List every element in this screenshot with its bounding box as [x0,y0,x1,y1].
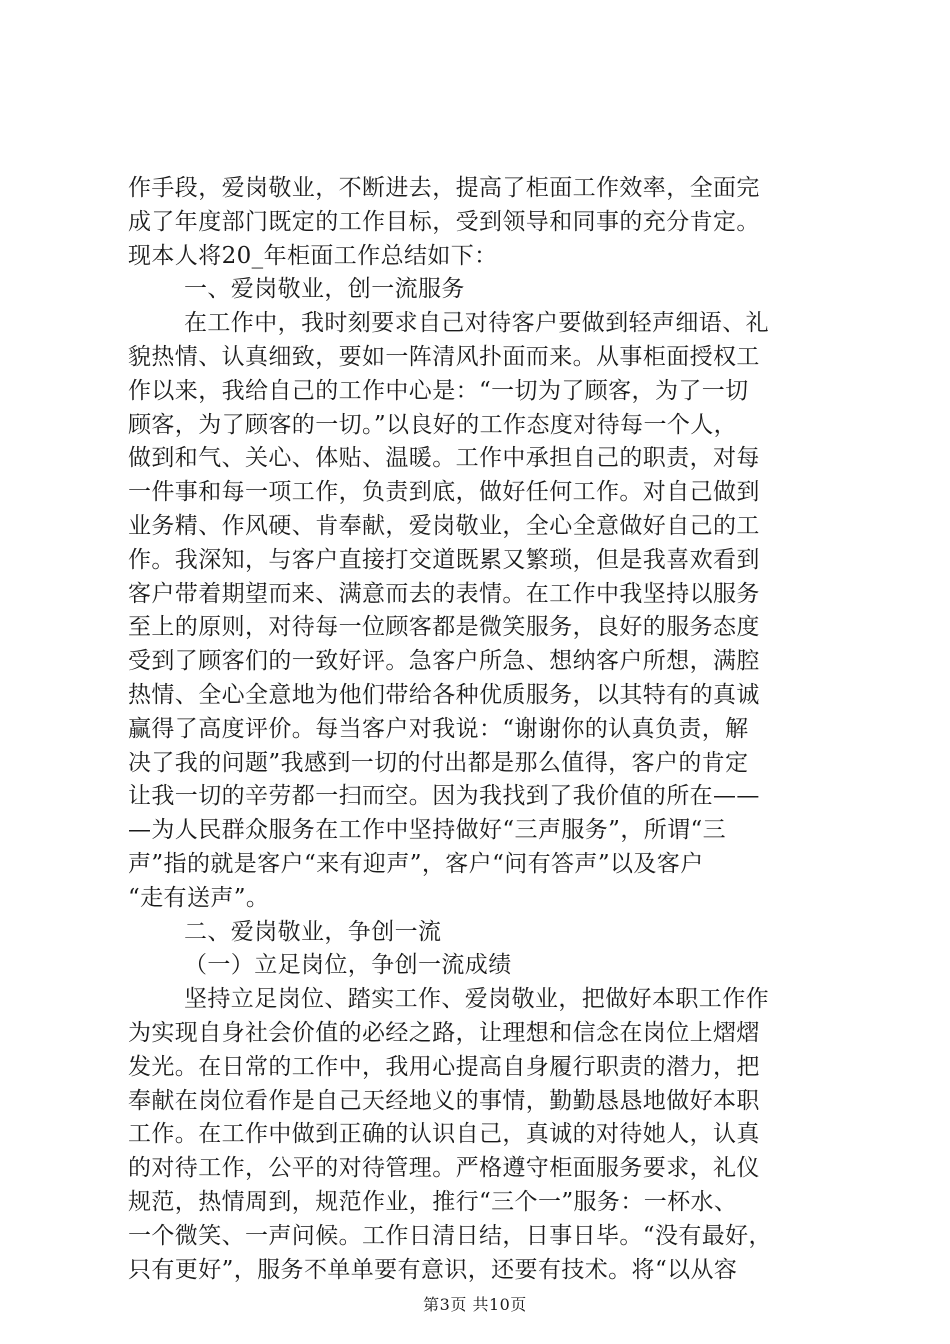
text-line: “走有送声”。 [128,884,270,911]
text-line: 声”指的就是客户“来有迎声”，客户“问有答声”以及客户 [128,850,704,877]
text-line: 发光。在日常的工作中，我用心提高自身履行职责的潜力，把 [128,1053,760,1080]
text-line: （一）立足岗位，争创一流成绩 [184,952,512,979]
text-line: 受到了顾客们的一致好评。急客户所急、想纳客户所想，满腔 [128,648,760,675]
text-line: 成了年度部门既定的工作目标，受到领导和同事的充分肯定。 [128,208,760,235]
document-body [128,172,838,1287]
text-line: 赢得了高度评价。每当客户对我说：“谢谢你的认真负责，解 [128,715,749,742]
text-line: 让我一切的辛劳都一扫而空。因为我找到了我价值的所在—— [128,783,760,810]
text-line: 决了我的问题”我感到一切的付出都是那么值得，客户的肯定 [128,749,749,776]
text-line: 工作。在工作中做到正确的认识自己，真诚的对待她人，认真 [128,1121,760,1148]
page-footer: 第3页 共10页 [423,1295,527,1314]
text-line: 只有更好”，服务不单单要有意识，还要有技术。将“以从容 [128,1256,738,1283]
text-line: 奉献在岗位看作是自己天经地义的事情，勤勤恳恳地做好本职 [128,1087,760,1114]
text-line: 坚持立足岗位、踏实工作、爱岗敬业，把做好本职工作作 [184,986,769,1013]
text-line: 业务精、作风硬、肯奉献，爱岗敬业，全心全意做好自己的工 [128,512,760,539]
text-line: 为实现自身社会价值的必经之路，让理想和信念在岗位上熠熠 [128,1019,760,1046]
text-line: 的对待工作，公平的对待管理。严格遵守柜面服务要求，礼仪 [128,1155,760,1182]
text-line: 客户带着期望而来、满意而去的表情。在工作中我坚持以服务 [128,580,760,607]
text-line: 作。我深知，与客户直接打交道既累又繁琐，但是我喜欢看到 [128,546,760,573]
text-line: 做到和气、关心、体贴、温暖。工作中承担自己的职责，对每 [128,445,760,472]
text-line: 作以来，我给自己的工作中心是：“一切为了顾客，为了一切 [128,377,749,404]
text-line: 在工作中，我时刻要求自己对待客户要做到轻声细语、礼 [184,310,769,337]
text-line: 至上的原则，对待每一位顾客都是微笑服务，良好的服务态度 [128,614,760,641]
text-line: 现本人将20_年柜面工作总结如下： [128,242,498,269]
text-line: —为人民群众服务在工作中坚持做好“三声服务”，所谓“三 [128,817,727,844]
text-line: 貌热情、认真细致，要如一阵清风扑面而来。从事柜面授权工 [128,343,760,370]
text-line: 顾客，为了顾客的一切。”以良好的工作态度对待每一个人， [128,411,738,438]
text-line: 一个微笑、一声问候。工作日清日结，日事日毕。“没有最好， [128,1222,772,1249]
text-line: 一、爱岗敬业，创一流服务 [184,276,465,303]
text-line: 热情、全心全意地为他们带给各种优质服务，以其特有的真诚 [128,681,760,708]
text-line: 规范，热情周到，规范作业，推行“三个一”服务：一杯水、 [128,1188,738,1215]
text-line: 一件事和每一项工作，负责到底，做好任何工作。对自己做到 [128,479,760,506]
text-line: 二、爱岗敬业，争创一流 [184,918,442,945]
text-line: 作手段，爱岗敬业，不断进去，提高了柜面工作效率，全面完 [128,175,760,201]
